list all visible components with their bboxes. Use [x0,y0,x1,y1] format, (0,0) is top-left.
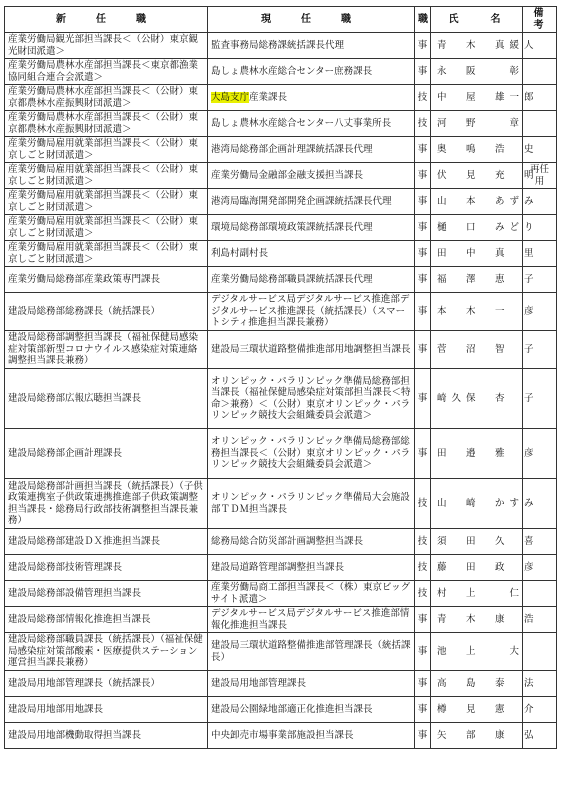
person-name-cell: 藤 田 政 彦 [431,555,523,581]
table-row [5,59,557,85]
person-name-cell: 村 上 仁 [431,581,523,607]
remarks-cell [523,633,557,671]
current-post-cell: 建設局三環状道路整備推進部用地調整担当課長 [208,331,415,369]
rank-cell: 事 [415,59,431,85]
current-post-cell: 建設局公園緑地部適正化推進担当課長 [208,697,415,723]
rank-cell: 事 [415,137,431,163]
new-post-cell: 建設局用地部管理課長（統括課長） [5,671,208,697]
table-row [5,85,557,111]
person-name-cell: 田 邉 雅 彦 [431,429,523,479]
table-row [5,429,557,479]
rank-cell: 事 [415,723,431,749]
new-post-cell: 建設局総務部設備管理担当課長 [5,581,208,607]
current-post-cell: 産業労働局商工部担当課長＜（株）東京ビッグサイト派遣＞ [208,581,415,607]
new-post-cell: 産業労働局農林水産部担当課長＜東京都漁業協同組合連合会派遣＞ [5,59,208,85]
person-name-cell: 須 田 久 喜 [431,529,523,555]
rank-cell: 事 [415,331,431,369]
table-row [5,607,557,633]
personnel-table-sheet [4,6,556,749]
personnel-table [4,6,557,749]
person-name-cell: 樽 見 憲 介 [431,697,523,723]
new-post-cell: 産業労働局雇用就業部担当課長＜（公財）東京しごと財団派遣＞ [5,241,208,267]
rank-cell: 技 [415,85,431,111]
new-post-cell: 産業労働局雇用就業部担当課長＜（公財）東京しごと財団派遣＞ [5,215,208,241]
new-post-cell: 産業労働局観光部担当課長＜（公財）東京観光財団派遣＞ [5,33,208,59]
person-name-cell: 奥 鳴 浩 史 [431,137,523,163]
current-post-cell: 島しょ農林水産総合センター庶務課長 [208,59,415,85]
person-name-cell: 伏 見 充 明 [431,163,523,189]
rank-cell: 技 [415,555,431,581]
new-post-cell: 建設局総務部職員課長（統括課長）（福祉保健局感染症対策部酸素・医療提供ステーション運営担当課長兼務） [5,633,208,671]
table-row [5,241,557,267]
table-row [5,529,557,555]
new-post-cell: 建設局総務部総務課長（統括課長） [5,293,208,331]
header-row [5,7,557,33]
current-post-cell: 産業労働局総務部職員課統括課長代理 [208,267,415,293]
current-post-cell: 利島村副村長 [208,241,415,267]
table-row [5,555,557,581]
person-name-cell: 田 中 真 里 [431,241,523,267]
new-post-cell: 産業労働局総務部産業政策専門課長 [5,267,208,293]
rank-cell: 事 [415,429,431,479]
person-name-cell: 山 崎 かすみ [431,479,523,529]
person-name-cell: 崎久保 杏 子 [431,369,523,429]
current-post-cell: 環境局総務部環境政策課統括課長代理 [208,215,415,241]
current-post-cell: オリンピック・パラリンピック準備局大会施設部ＴＤＭ担当課長 [208,479,415,529]
header-remarks: 備 考 [523,7,557,33]
new-post-cell: 建設局総務部情報化推進担当課長 [5,607,208,633]
person-name-cell: 青 木 康 浩 [431,607,523,633]
table-row [5,671,557,697]
table-row [5,111,557,137]
table-row [5,331,557,369]
table-body [5,33,557,749]
rank-cell: 技 [415,479,431,529]
person-name-cell: 本 木 一 彦 [431,293,523,331]
table-row [5,163,557,189]
new-post-cell: 建設局総務部計画担当課長（統括課長）（子供政策連携室子供政策連携推進部子供政策調整担当課長・総務局行政部技術調整担当課長兼務） [5,479,208,529]
rank-cell: 事 [415,163,431,189]
new-post-cell: 建設局総務部広報広聴担当課長 [5,369,208,429]
rank-cell: 事 [415,33,431,59]
new-post-cell: 建設局総務部建設ＤＸ推進担当課長 [5,529,208,555]
new-post-cell: 建設局総務部調整担当課長（福祉保健局感染症対策部新型コロナウイルス感染症対策連絡調整担当課長兼務） [5,331,208,369]
person-name-cell: 高 島 泰 法 [431,671,523,697]
table-row [5,697,557,723]
rank-cell: 事 [415,607,431,633]
person-name-cell: 青 木 真緩人 [431,33,523,59]
rank-cell: 事 [415,633,431,671]
table-row [5,267,557,293]
remarks-cell [523,59,557,85]
current-post-cell: デジタルサービス局デジタルサービス推進部デジタルサービス推進課長（統括課長）（スマートシティ推進担当課長兼務） [208,293,415,331]
person-name-cell: 河 野 章 [431,111,523,137]
person-name-cell: 中 屋 雄一郎 [431,85,523,111]
header-current-post: 現 任 職 [208,7,415,33]
new-post-cell: 産業労働局雇用就業部担当課長＜（公財）東京しごと財団派遣＞ [5,189,208,215]
rank-cell: 事 [415,697,431,723]
header-name: 氏 名 [431,7,523,33]
rank-cell: 事 [415,369,431,429]
current-post-cell: オリンピック・パラリンピック準備局総務部担当課長（福祉保健局感染症対策部担当課長＜特命＞兼務）＜（公財）東京オリンピック・パラリンピック競技大会組織委員会派遣＞ [208,369,415,429]
current-post-cell: 中央卸売市場事業部施設担当課長 [208,723,415,749]
rank-cell: 技 [415,111,431,137]
header-new-post: 新 任 職 [5,7,208,33]
new-post-cell: 産業労働局農林水産部担当課長＜（公財）東京都農林水産振興財団派遣＞ [5,111,208,137]
rank-cell: 事 [415,293,431,331]
rank-cell: 技 [415,581,431,607]
table-row [5,137,557,163]
remarks-cell [523,111,557,137]
current-post-cell: 建設局三環状道路整備推進部管理課長（統括課長） [208,633,415,671]
current-post-cell: オリンピック・パラリンピック準備局総務部総務担当課長＜（公財）東京オリンピック・パラリンピック競技大会組織委員会派遣＞ [208,429,415,479]
person-name-cell: 永 阪 彰 [431,59,523,85]
table-row [5,189,557,215]
rank-cell: 事 [415,267,431,293]
table-row [5,479,557,529]
current-post-cell: 港湾局総務部企画計理課統括課長代理 [208,137,415,163]
current-post-cell: 港湾局臨海開発部開発企画課統括課長代理 [208,189,415,215]
person-name-cell: 矢 部 康 弘 [431,723,523,749]
table-row [5,293,557,331]
new-post-cell: 建設局用地部用地課長 [5,697,208,723]
current-post-cell: 島しょ農林水産総合センター八丈事業所長 [208,111,415,137]
rank-cell: 事 [415,189,431,215]
current-post-cell: 建設局道路管理部調整担当課長 [208,555,415,581]
table-row [5,581,557,607]
rank-cell: 事 [415,671,431,697]
new-post-cell: 建設局総務部技術管理課長 [5,555,208,581]
remarks-cell [523,581,557,607]
current-post-text: 産業課長 [249,91,288,103]
current-post-cell: 監査事務局総務課統括課長代理 [208,33,415,59]
person-name-cell: 菅 沼 智 子 [431,331,523,369]
current-post-cell [208,85,415,111]
person-name-cell: 福 澤 恵 子 [431,267,523,293]
table-row [5,633,557,671]
current-post-cell: 建設局用地部管理課長 [208,671,415,697]
rank-cell: 事 [415,241,431,267]
new-post-cell: 建設局用地部機動取得担当課長 [5,723,208,749]
rank-cell: 事 [415,215,431,241]
highlighted-text: 大島支庁 [211,91,250,103]
table-row [5,215,557,241]
current-post-cell: 総務局総合防災部計画調整担当課長 [208,529,415,555]
table-row [5,33,557,59]
current-post-cell: デジタルサービス局デジタルサービス推進部情報化推進担当課長 [208,607,415,633]
header-rank: 職 [415,7,431,33]
table-row [5,723,557,749]
new-post-cell: 建設局総務部企画計理課長 [5,429,208,479]
table-row [5,369,557,429]
new-post-cell: 産業労働局雇用就業部担当課長＜（公財）東京しごと財団派遣＞ [5,163,208,189]
new-post-cell: 産業労働局農林水産部担当課長＜（公財）東京都農林水産振興財団派遣＞ [5,85,208,111]
new-post-cell: 産業労働局雇用就業部担当課長＜（公財）東京しごと財団派遣＞ [5,137,208,163]
rank-cell: 技 [415,529,431,555]
remarks-cell: 再任用 [523,163,557,189]
person-name-cell: 池 上 大 [431,633,523,671]
person-name-cell: 山 本 あずみ [431,189,523,215]
person-name-cell: 樋 口 みどり [431,215,523,241]
current-post-cell: 産業労働局金融部金融支援担当課長 [208,163,415,189]
